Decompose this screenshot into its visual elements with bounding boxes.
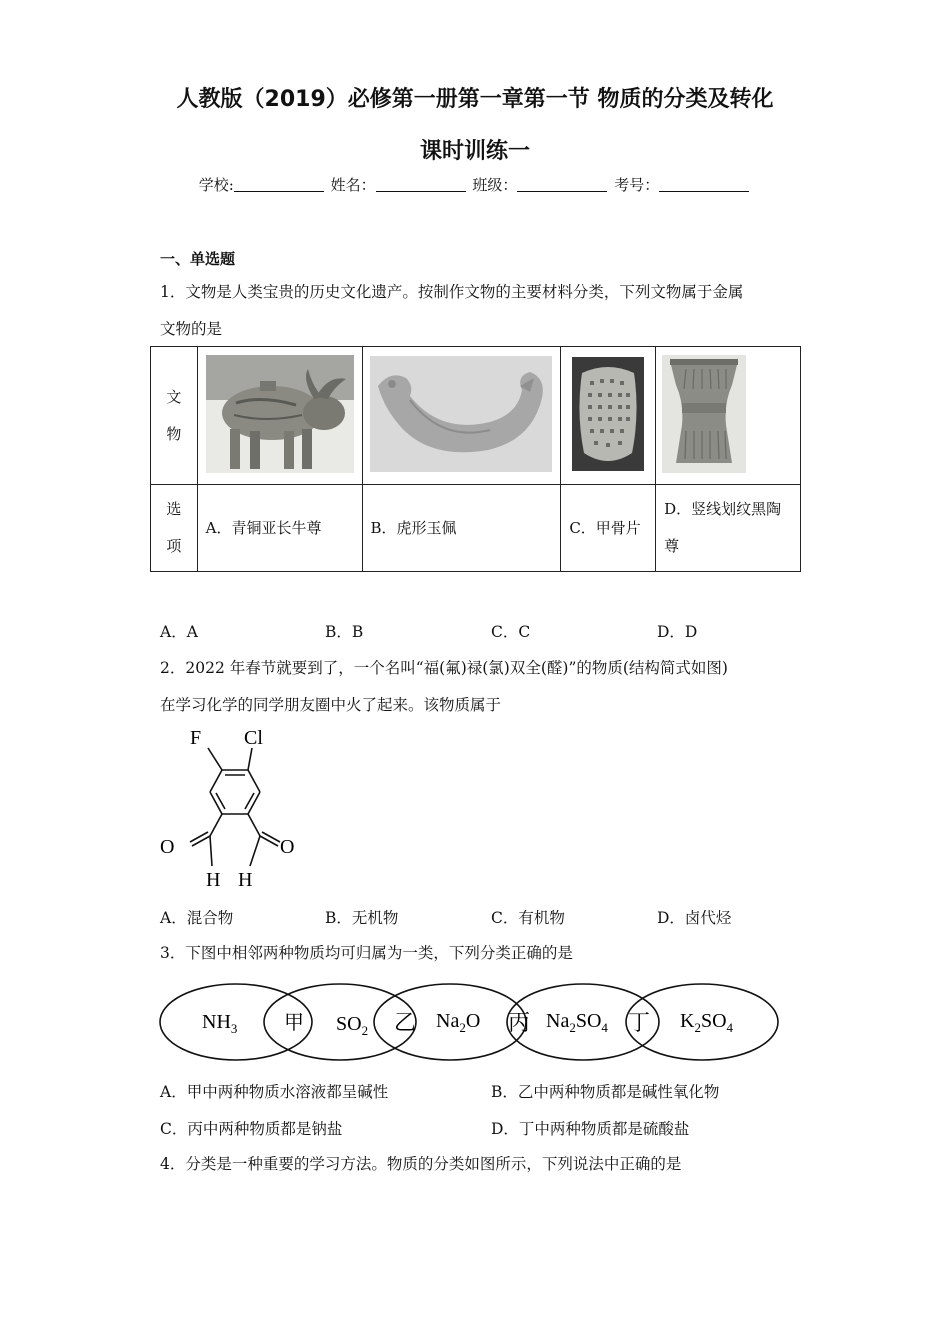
bronze-ox-image [206, 355, 354, 473]
atom-o-left: O [160, 836, 175, 858]
question-2-text [160, 650, 792, 724]
atom-h-right: H [238, 869, 253, 891]
compound-na2o: $Na_2O$ [436, 1010, 481, 1035]
class-label: 班级： [472, 176, 518, 194]
atom-cl: Cl [244, 727, 263, 749]
artifact-option-d: D．竖线划纹黑陶 尊 [656, 485, 801, 572]
question-3-text: 3．下图中相邻两种物质均可归属为一类，下列分类正确的是 [160, 944, 573, 962]
student-info-line [0, 174, 950, 195]
q1-option-c[interactable]: C．C [491, 623, 531, 641]
tiger-jade-image [370, 356, 552, 472]
name-field[interactable] [376, 177, 466, 192]
compound-nh3: $NH_3$ [202, 1011, 238, 1036]
black-pottery-image [662, 355, 746, 473]
artifact-table [150, 346, 801, 572]
page-title: 人教版（2019）必修第一册第一章第一节 物质的分类及转化 [176, 87, 774, 112]
q2-option-b[interactable]: B．无机物 [325, 909, 399, 927]
atom-h-left: H [206, 869, 221, 891]
q2-option-d[interactable]: D．卤代烃 [657, 909, 732, 927]
artifact-image-a [197, 347, 362, 485]
compound-so2: $SO_2$ [336, 1013, 369, 1038]
page-subtitle: 课时训练一 [419, 139, 530, 164]
school-label: 学校: [198, 176, 234, 194]
option-row-label: 选 项 [151, 485, 198, 572]
artifact-image-c [561, 347, 656, 485]
compound-na2so4: $Na_2SO_4$ [546, 1010, 608, 1035]
exam-number-field[interactable] [659, 177, 749, 192]
artifact-option-a: A．青铜亚长牛尊 [197, 485, 362, 572]
q2-option-a[interactable]: A．混合物 [160, 909, 234, 927]
q3-option-b[interactable]: B．乙中两种物质都是碱性氧化物 [491, 1083, 720, 1101]
classification-ellipses [150, 972, 790, 1072]
atom-o-right: O [280, 836, 295, 858]
question-2-line1: 2．2022 年春节就要到了，一个名叫“福(氟)禄(氯)双全(醛)”的物质(结构简式如图) [160, 659, 728, 677]
overlap-label-yi: 乙 [394, 1010, 417, 1035]
question-1-line1: 1．文物是人类宝贵的历史文化遗产。按制作文物的主要材料分类，下列文物属于金属 [160, 283, 744, 301]
q3-option-d[interactable]: D．丁中两种物质都是硫酸盐 [491, 1120, 690, 1138]
question-4-text: 4．分类是一种重要的学习方法。物质的分类如图所示，下列说法中正确的是 [160, 1155, 682, 1173]
q1-option-d[interactable]: D．D [657, 623, 698, 641]
class-field[interactable] [517, 177, 607, 192]
q1-option-a[interactable]: A．A [160, 623, 198, 641]
compound-k2so4: $K_2SO_4$ [680, 1010, 734, 1035]
molecule-structure [150, 722, 310, 892]
artifact-image-b [362, 347, 561, 485]
artifact-option-c: C．甲骨片 [561, 485, 656, 572]
section-heading: 一、单选题 [160, 250, 236, 268]
exam-number-label: 考号： [614, 176, 660, 194]
q2-option-c[interactable]: C．有机物 [491, 909, 565, 927]
oracle-bone-image [572, 357, 644, 471]
question-2-line2: 在学习化学的同学朋友圈中火了起来。该物质属于 [160, 696, 502, 714]
artifact-option-b: B．虎形玉佩 [362, 485, 561, 572]
question-1-line2: 文物的是 [160, 320, 223, 338]
question-1-text [160, 274, 792, 348]
name-label: 姓名： [330, 176, 376, 194]
school-field[interactable] [234, 177, 324, 192]
atom-f: F [190, 727, 202, 749]
overlap-label-bing: 丙 [508, 1010, 531, 1035]
q3-option-c[interactable]: C．丙中两种物质都是钠盐 [160, 1120, 343, 1138]
artifact-row-label: 文 物 [151, 347, 198, 485]
overlap-label-ding: 丁 [628, 1010, 651, 1035]
overlap-label-jia: 甲 [284, 1012, 304, 1034]
q1-option-b[interactable]: B．B [325, 623, 364, 641]
q3-option-a[interactable]: A．甲中两种物质水溶液都呈碱性 [160, 1083, 389, 1101]
artifact-image-d [656, 347, 801, 485]
